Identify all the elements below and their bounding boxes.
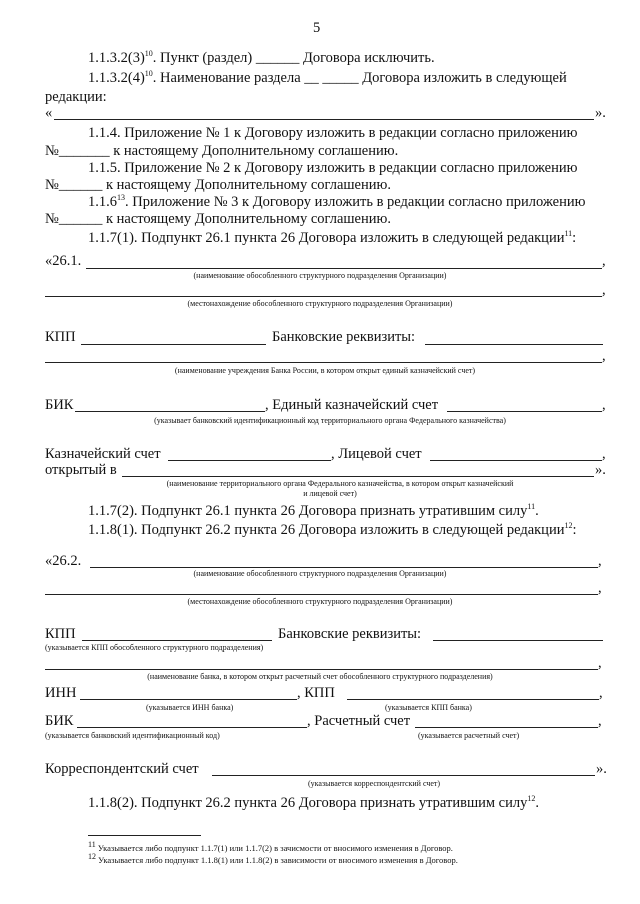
clause-1-1-7-1: [88, 230, 576, 246]
field-caption: (наименование учреждения Банка России, в котором открыт единый казначейский счет): [174, 366, 476, 375]
blank-line: [75, 411, 265, 412]
blank-line: [45, 669, 598, 670]
close-quote: ».: [595, 105, 606, 121]
clause-text: 1.1.8(1). Подпункт 26.2 пункта 26 Договора изложить в следующей редакции: [88, 522, 565, 538]
treasury-account-label: , Единый казначейский счет: [265, 397, 439, 413]
field-caption: (наименование обособленного структурного подразделения Организации): [193, 271, 447, 280]
block-26-2-label: «26.2.: [45, 553, 82, 569]
footnote-ref: 11: [564, 229, 573, 239]
clause-1-1-6-cont: №______ к настоящему Дополнительному соглашению.: [45, 211, 391, 227]
field-caption: (местонахождение обособленного структурного подразделения Организации): [187, 597, 453, 606]
clause-text: 1.1.3.2(4): [88, 70, 145, 86]
kpp-label: КПП: [45, 329, 76, 345]
blank-line: [80, 699, 297, 700]
clause-text: . Пункт (раздел) ______ Договора исключить.: [152, 50, 435, 66]
clause-text: . Приложение № 3 к Договору изложить в редакции согласно приложению: [125, 194, 586, 210]
clause-1-1-3-2-3: [88, 50, 435, 66]
footnote-text: Указывается либо подпункт 1.1.8(1) или 1.1.8(2) в зависимости от вносимого изменения в Договор.: [96, 855, 458, 865]
comma: ,: [602, 348, 606, 364]
blank-line: [54, 119, 594, 120]
kpp-label: КПП: [45, 626, 76, 642]
clause-text: 1.1.7(1). Подпункт 26.1 пункта 26 Договора изложить в следующей редакции: [88, 230, 565, 246]
inn-label: ИНН: [45, 685, 77, 701]
blank-line: [433, 640, 603, 641]
footnote-separator: [88, 835, 201, 836]
footnote-marker: 12: [88, 852, 96, 862]
field-caption: (указывается КПП обособленного структурного подразделения): [45, 643, 264, 652]
blank-line: [82, 640, 272, 641]
field-caption: (наименование банка, в котором открыт расчетный счет обособленного структурного подразделения): [147, 672, 493, 681]
comma: ,: [599, 685, 603, 701]
comma: ,: [602, 282, 606, 298]
blank-line: [212, 775, 595, 776]
clause-text: . Наименование раздела __ _____ Договора изложить в следующей: [152, 70, 567, 86]
field-caption: (указывается корреспондентский счет): [308, 779, 441, 788]
footnote-ref: 10: [144, 49, 153, 59]
clause-1-1-4-cont: №_______ к настоящему Дополнительному соглашению.: [45, 143, 399, 159]
blank-line: [425, 344, 603, 345]
blank-line: [90, 567, 598, 568]
clause-1-1-3-2-4: [88, 70, 567, 86]
open-quote: «: [45, 105, 53, 121]
footnote-12: [88, 852, 458, 865]
clause-text: 1.1.7(2). Подпункт 26.1 пункта 26 Договора признать утратившим силу: [88, 503, 528, 519]
comma: ,: [602, 397, 606, 413]
clause-text: :: [572, 522, 577, 538]
field-caption: (указывает банковский идентификационный код территориального органа Федерального казначейства): [154, 416, 506, 425]
blank-line: [77, 727, 307, 728]
page-number: 5: [313, 20, 321, 36]
footnote-ref: 13: [117, 193, 125, 203]
footnote-text: Указывается либо подпункт 1.1.7(1) или 1.1.7(2) в зачисмости от вносимого изменения в Договор.: [95, 843, 453, 853]
kpp2-label: , КПП: [297, 685, 335, 701]
comma: ,: [598, 655, 602, 671]
clause-1-1-5: 1.1.5. Приложение № 2 к Договору изложить в редакции согласно приложению: [88, 160, 578, 176]
bik-label: БИК: [45, 713, 74, 729]
clause-text: 1.1.3.2(3): [88, 50, 145, 66]
field-caption: (наименование обособленного структурного подразделения Организации): [193, 569, 447, 578]
settlement-account-label: , Расчетный счет: [307, 713, 411, 729]
footnote-ref: 12: [527, 794, 536, 804]
footnote-11: [88, 840, 453, 853]
field-caption: (указывается расчетный счет): [418, 731, 520, 740]
opened-in-label: открытый в: [45, 462, 117, 478]
blank-line: [347, 699, 599, 700]
bik-label: БИК: [45, 397, 74, 413]
close-quote: ».: [595, 462, 606, 478]
footnote-ref: 10: [144, 69, 153, 79]
close-quote: ».: [596, 761, 607, 777]
field-caption: (наименование территориального органа Федерального казначейства, в котором открыт казначейский: [166, 479, 514, 488]
blank-line: [45, 362, 602, 363]
blank-line: [122, 476, 594, 477]
clause-1-1-5-cont: №______ к настоящему Дополнительному соглашению.: [45, 177, 391, 193]
field-caption: (указывается КПП банка): [385, 703, 472, 712]
clause-1-1-6: [88, 194, 585, 210]
personal-account-label: , Лицевой счет: [331, 446, 422, 462]
clause-text: :: [572, 230, 577, 246]
clause-text: .: [535, 795, 539, 811]
comma: ,: [602, 253, 606, 269]
correspondent-account-label: Корреспондентский счет: [45, 761, 199, 777]
clause-text: 1.1.8(2). Подпункт 26.2 пункта 26 Договора признать утратившим силу: [88, 795, 528, 811]
comma: ,: [598, 580, 602, 596]
clause-1-1-8-1: [88, 522, 577, 538]
clause-1-1-7-2: [88, 503, 539, 519]
blank-line: [45, 296, 602, 297]
clause-continuation: редакции:: [45, 89, 107, 105]
comma: ,: [598, 713, 602, 729]
blank-line: [81, 344, 266, 345]
bank-details-label: Банковские реквизиты:: [278, 626, 422, 642]
field-caption: (указывается банковский идентификационный код): [45, 731, 220, 740]
block-26-1-label: «26.1.: [45, 253, 82, 269]
bank-details-label: Банковские реквизиты:: [272, 329, 416, 345]
kazn-account-label: Казначейский счет: [45, 446, 161, 462]
blank-line: [430, 460, 602, 461]
blank-line: [45, 594, 598, 595]
blank-line: [168, 460, 331, 461]
footnote-ref: 11: [527, 502, 536, 512]
clause-1-1-8-2: [88, 795, 539, 811]
field-caption: (указывается ИНН банка): [146, 703, 234, 712]
field-caption: и лицевой счет): [303, 489, 357, 498]
comma: ,: [598, 553, 602, 569]
blank-line: [415, 727, 598, 728]
clause-text: 1.1.6: [88, 194, 117, 210]
blank-line: [86, 268, 602, 269]
clause-text: .: [535, 503, 539, 519]
comma: ,: [602, 446, 606, 462]
footnote-marker: 11: [88, 840, 96, 850]
footnote-ref: 12: [564, 521, 573, 531]
blank-line: [447, 411, 602, 412]
clause-1-1-4: 1.1.4. Приложение № 1 к Договору изложить в редакции согласно приложению: [88, 125, 578, 141]
field-caption: (местонахождение обособленного структурного подразделения Организации): [187, 299, 453, 308]
